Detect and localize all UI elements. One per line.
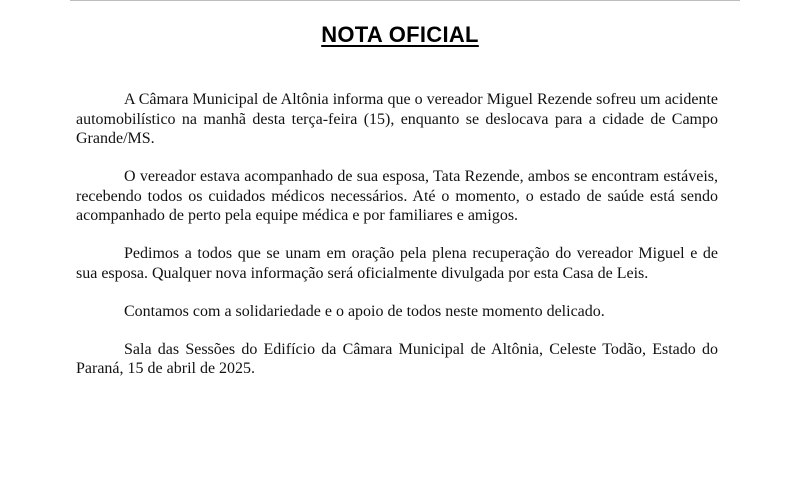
paragraph-condition: O vereador estava acompanhado de sua esposa, Tata Rezende, ambos se encontram estáveis, recebendo todos os cuidados médicos necessários. Até o momento, o estado de saúde está sendo acompanhado de perto pela equipe médica e por familiares e amigos. xyxy=(76,168,718,224)
paragraph-prayer-request: Pedimos a todos que se unam em oração pela plena recuperação do vereador Miguel e de sua esposa. Qualquer nova informação será oficialmente divulgada por esta Casa de Leis. xyxy=(76,245,718,282)
paragraph-signature-place-date: Sala das Sessões do Edifício da Câmara Municipal de Altônia, Celeste Todão, Estado do Paraná, 15 de abril de 2025. xyxy=(76,340,718,377)
paragraph-solidarity: Contamos com a solidariedade e o apoio de todos neste momento delicado. xyxy=(124,302,605,320)
document-body xyxy=(76,90,718,397)
document-title: NOTA OFICIAL xyxy=(321,22,479,47)
paragraph-announcement: A Câmara Municipal de Altônia informa que o vereador Miguel Rezende sofreu um acidente automobilístico na manhã desta terça-feira (15), enquanto se deslocava para a cidade de Campo Grande/MS. xyxy=(76,91,718,147)
top-border-line xyxy=(70,0,740,1)
